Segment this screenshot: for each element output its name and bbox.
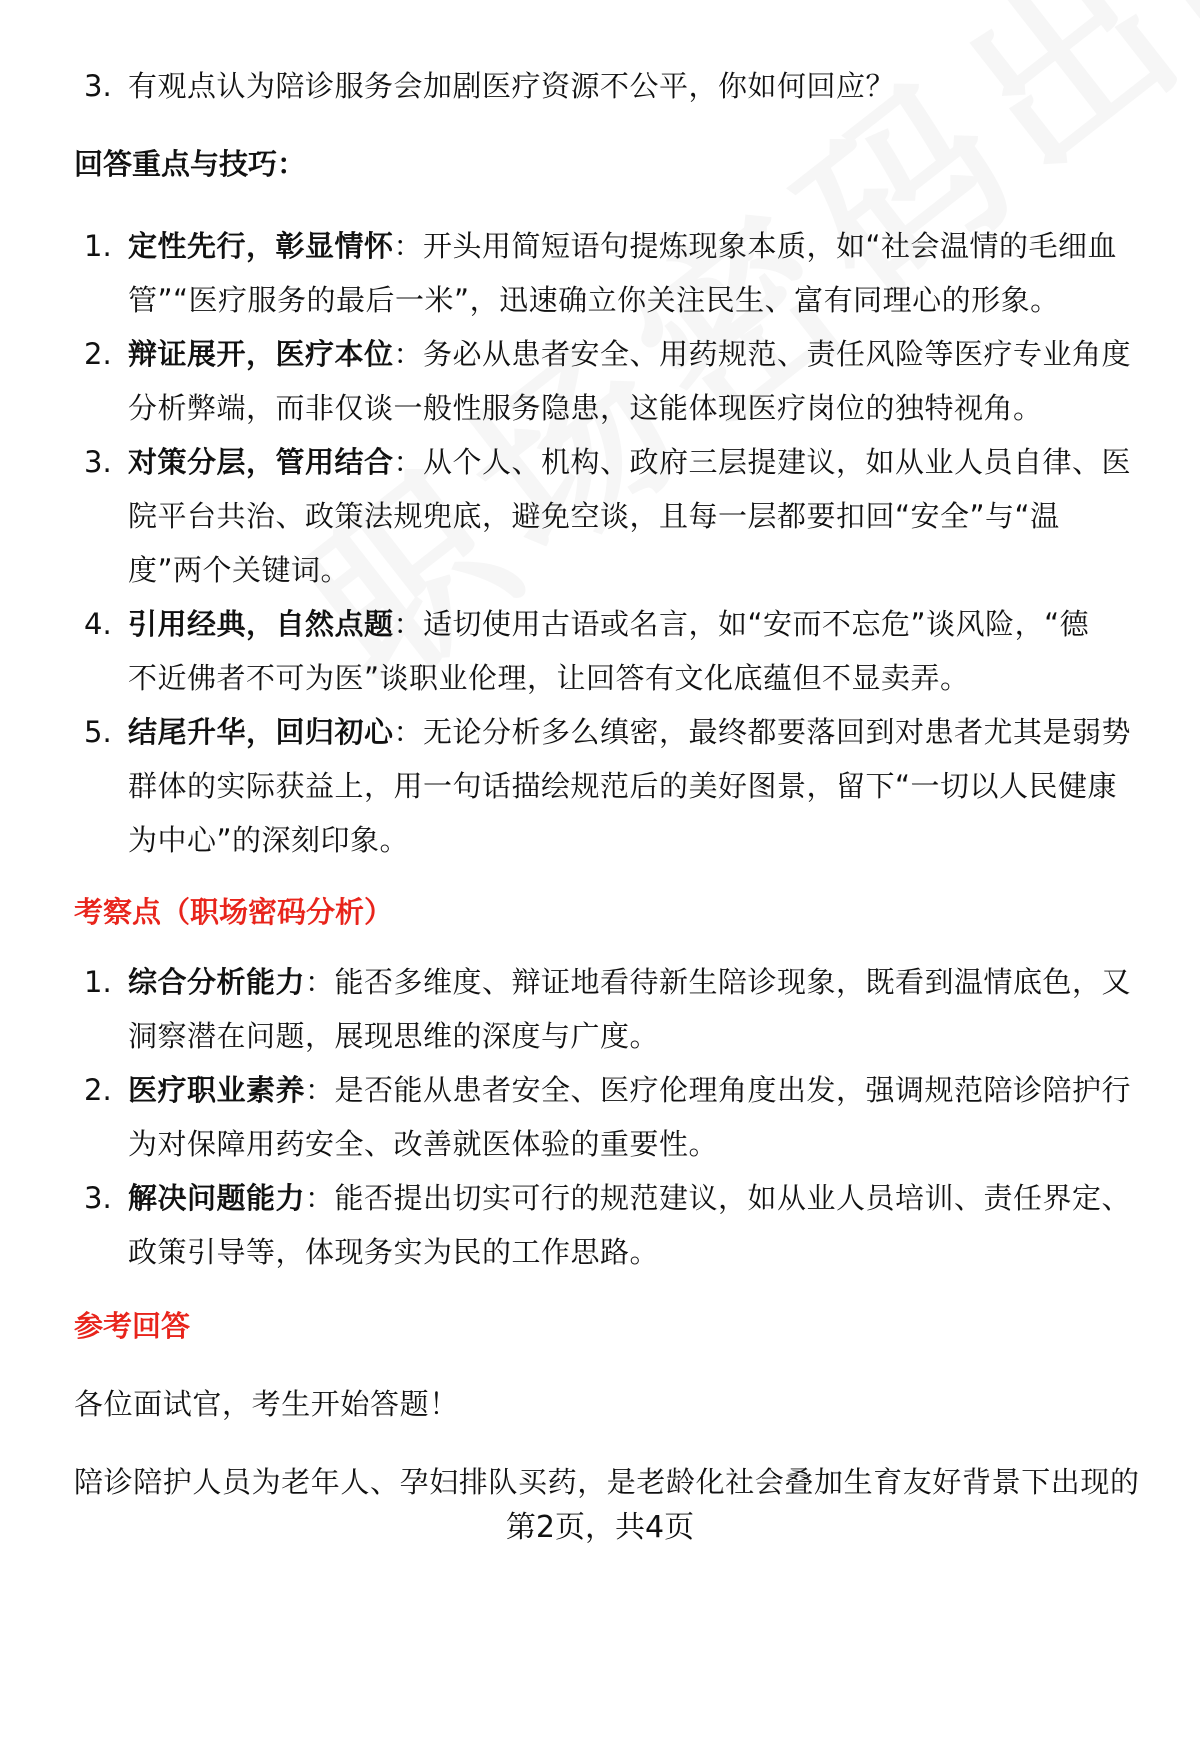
assessment-number: 2. xyxy=(84,1073,112,1107)
tip-title: 结尾升华，回归初心 xyxy=(128,715,394,749)
assessment-text: ：能否多维度、辩证地看待新生陪诊现象，既看到温情底色，又 xyxy=(305,965,1132,999)
tip-line: 管”“医疗服务的最后一米”，迅速确立你关注民生、富有同理心的形象。 xyxy=(128,283,1060,317)
reference-paragraph: 陪诊陪护人员为老年人、孕妇排队买药，是老龄化社会叠加生育友好背景下出现的 xyxy=(74,1465,1140,1499)
tip-line: 为中心”的深刻印象。 xyxy=(128,823,410,857)
question-text: 有观点认为陪诊服务会加剧医疗资源不公平，你如何回应？ xyxy=(128,69,896,103)
tip-text: ：适切使用古语或名言，如“安而不忘危”谈风险，“德 xyxy=(393,607,1090,641)
tip-number: 1. xyxy=(84,229,112,263)
assessment-line xyxy=(128,1178,1131,1218)
assessment-number: 3. xyxy=(84,1181,112,1215)
tip-title: 对策分层，管用结合 xyxy=(128,445,394,479)
tip-line xyxy=(128,334,1131,374)
tip-title: 定性先行，彰显情怀 xyxy=(128,229,394,263)
assessment-line xyxy=(128,1070,1131,1110)
tip-number: 2. xyxy=(84,337,112,371)
tip-line xyxy=(128,226,1117,266)
tips-heading: 回答重点与技巧： xyxy=(74,147,307,181)
assessment-text: ：是否能从患者安全、医疗伦理角度出发，强调规范陪诊陪护行 xyxy=(305,1073,1132,1107)
tip-number: 3. xyxy=(84,445,112,479)
tip-line: 度”两个关键词。 xyxy=(128,553,351,587)
assessment-heading: 考察点（职场密码分析） xyxy=(74,895,394,929)
tip-number: 5. xyxy=(84,715,112,749)
page-number: 第2页，共4页 xyxy=(505,1510,695,1545)
tip-line xyxy=(128,604,1089,644)
tip-text: ：从个人、机构、政府三层提建议，如从业人员自律、医 xyxy=(393,445,1132,479)
tip-line xyxy=(128,712,1131,752)
tip-title: 引用经典，自然点题 xyxy=(128,607,394,641)
reference-paragraph: 各位面试官，考生开始答题！ xyxy=(74,1387,459,1421)
assessment-title: 综合分析能力 xyxy=(128,965,306,999)
question-number: 3. xyxy=(84,69,112,103)
assessment-line: 为对保障用药安全、改善就医体验的重要性。 xyxy=(128,1127,719,1161)
tip-title: 辩证展开，医疗本位 xyxy=(128,337,394,371)
assessment-line: 政策引导等，体现务实为民的工作思路。 xyxy=(128,1235,660,1269)
assessment-line: 洞察潜在问题，展现思维的深度与广度。 xyxy=(128,1019,660,1053)
assessment-title: 医疗职业素养 xyxy=(128,1073,306,1107)
tip-text: ：务必从患者安全、用药规范、责任风险等医疗专业角度 xyxy=(393,337,1132,371)
tip-number: 4. xyxy=(84,607,112,641)
reference-heading: 参考回答 xyxy=(74,1309,191,1343)
tip-line: 分析弊端，而非仅谈一般性服务隐患，这能体现医疗岗位的独特视角。 xyxy=(128,391,1043,425)
tip-line: 不近佛者不可为医”谈职业伦理，让回答有文化底蕴但不显卖弄。 xyxy=(128,661,970,695)
tip-text: ：无论分析多么缜密，最终都要落回到对患者尤其是弱势 xyxy=(393,715,1132,749)
assessment-text: ：能否提出切实可行的规范建议，如从业人员培训、责任界定、 xyxy=(305,1181,1132,1215)
tip-line: 群体的实际获益上，用一句话描绘规范后的美好图景，留下“一切以人民健康 xyxy=(128,769,1118,803)
tip-line: 院平台共治、政策法规兜底，避免空谈，且每一层都要扣回“安全”与“温 xyxy=(128,499,1060,533)
tip-text: ：开头用简短语句提炼现象本质，如“社会温情的毛细血 xyxy=(393,229,1118,263)
assessment-line xyxy=(128,962,1131,1002)
assessment-title: 解决问题能力 xyxy=(128,1181,306,1215)
tip-line xyxy=(128,442,1131,482)
assessment-number: 1. xyxy=(84,965,112,999)
